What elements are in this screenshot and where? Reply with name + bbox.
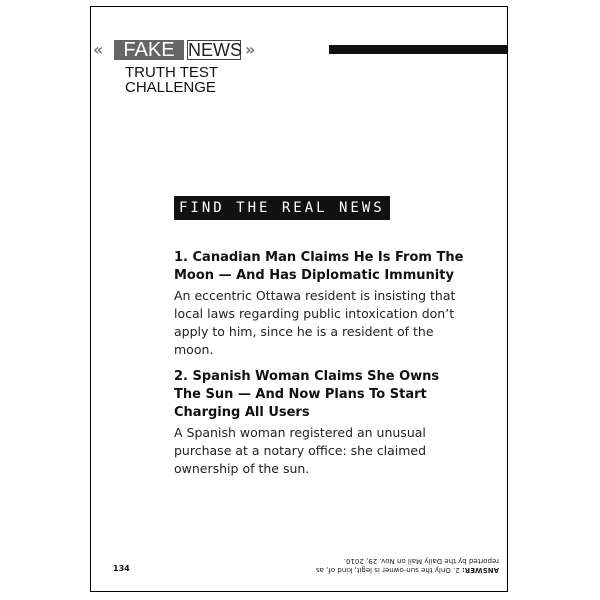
subtitle	[125, 65, 218, 95]
fake-label: FAKE	[114, 40, 184, 60]
header-rule	[329, 45, 508, 54]
book-page	[90, 6, 508, 592]
answer-upside-down	[309, 556, 499, 574]
answer-text: 2. Only the sun-owner is legit, kind of, as reported by the Daily Mail on Nov. 29, 2010.	[315, 557, 499, 574]
section-label: FIND THE REAL NEWS	[174, 196, 390, 220]
story-item	[174, 368, 464, 478]
story-headline: 2. Spanish Woman Claims She Owns The Sun — And Now Plans To Start Charging All Users	[174, 369, 440, 420]
news-label: NEWS	[188, 40, 242, 60]
subtitle-line-1: TRUTH TEST	[125, 64, 219, 81]
story-headline: 1. Canadian Man Claims He Is From The Moon — And Has Diplomatic Immunity	[174, 250, 464, 283]
subtitle-line-2: CHALLENGE	[125, 79, 216, 96]
chevron-right-icon: »	[245, 40, 253, 59]
story-body: A Spanish woman registered an unusual purchase at a notary office: she claimed ownership of the sun.	[174, 425, 427, 476]
header	[93, 39, 508, 61]
answer-label: ANSWER:	[461, 566, 499, 574]
story-body: An eccentric Ottawa resident is insisting that local laws regarding public intoxication don’t apply to him, since he is a resident of the moon.	[174, 288, 456, 357]
stories	[174, 249, 464, 487]
page-number: 134	[113, 564, 130, 573]
chevron-left-icon: «	[93, 40, 101, 59]
story-item	[174, 249, 464, 359]
